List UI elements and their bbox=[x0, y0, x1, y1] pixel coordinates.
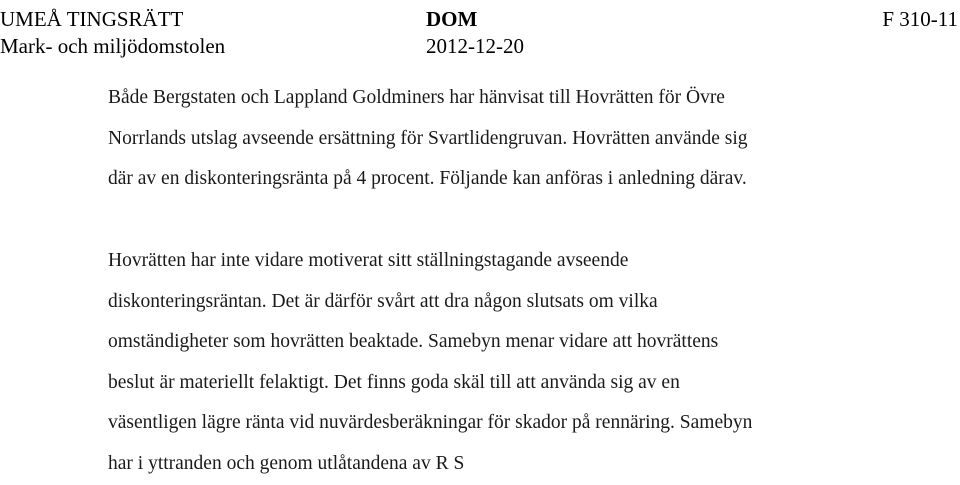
document-header bbox=[0, 6, 958, 60]
case-number: F 310-11 bbox=[882, 7, 958, 31]
paragraph-line: omständigheter som hovrätten beaktade. Samebyn menar vidare att hovrättens bbox=[108, 331, 719, 353]
paragraph-line: diskonteringsräntan. Det är därför svårt att dra någon slutsats om vilka bbox=[108, 290, 658, 312]
header-row-2 bbox=[0, 33, 958, 60]
paragraph-line: där av en diskonteringsränta på 4 procent. Följande kan anföras i anledning därav. bbox=[108, 168, 747, 190]
header-row-1 bbox=[0, 6, 958, 33]
paragraph-line: Både Bergstaten och Lappland Goldminers har hänvisat till Hovrätten för Övre bbox=[108, 87, 725, 108]
document-type: DOM bbox=[426, 7, 478, 31]
court-name: UMEÅ TINGSRÄTT bbox=[0, 7, 184, 31]
paragraph-line: har i yttranden och genom utlåtandena av R S bbox=[108, 452, 465, 474]
paragraph-1 bbox=[108, 78, 908, 200]
paragraph-line: Hovrätten har inte vidare motiverat sitt ställningstagande avseende bbox=[108, 250, 629, 271]
paragraph-line: Norrlands utslag avseende ersättning för Svartlidengruvan. Hovrätten använde sig bbox=[108, 127, 748, 149]
paragraph-2 bbox=[108, 241, 908, 485]
department-name: Mark- och miljödomstolen bbox=[0, 34, 226, 58]
paragraph-line: väsentligen lägre ränta vid nuvärdesberäkningar för skador på rennäring. Samebyn bbox=[108, 412, 753, 434]
document-date: 2012-12-20 bbox=[426, 34, 524, 58]
paragraph-line: beslut är materiellt felaktigt. Det finns goda skäl till att använda sig av en bbox=[108, 371, 680, 393]
